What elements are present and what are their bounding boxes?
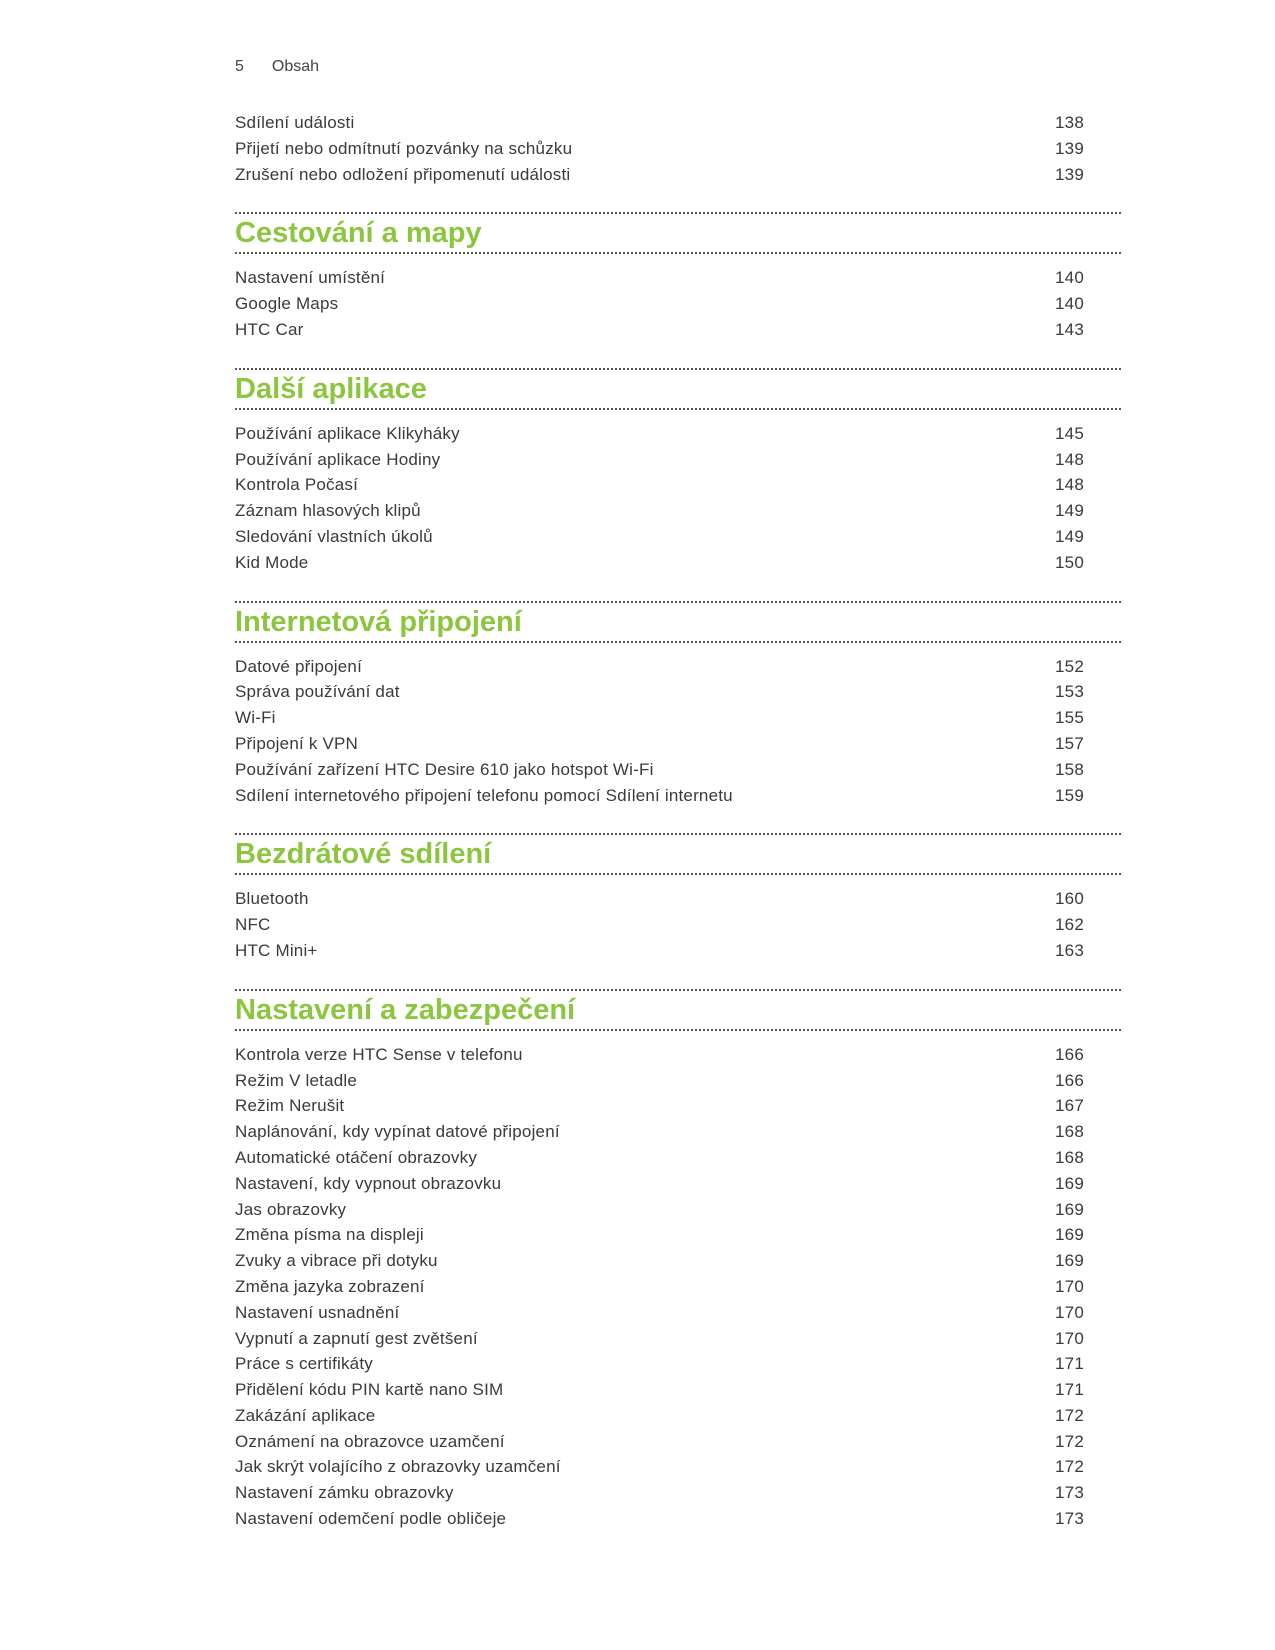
toc-section — [235, 601, 1121, 809]
toc-entry[interactable] — [235, 1351, 1121, 1377]
toc-entry-label: Sdílení internetového připojení telefonu pomocí Sdílení internetu — [235, 785, 733, 805]
toc-entry-label: Sledování vlastních úkolů — [235, 526, 433, 546]
toc-entry-page: 143 — [1055, 319, 1084, 339]
toc-entry-label: Záznam hlasových klipů — [235, 501, 421, 521]
toc-sections — [235, 212, 1121, 1531]
toc-entry-page: 163 — [1055, 940, 1084, 960]
toc-entry-label: Zrušení nebo odložení připomenutí události — [235, 164, 571, 184]
toc-entry-label: HTC Mini+ — [235, 940, 318, 960]
toc-entry[interactable] — [235, 1506, 1121, 1532]
toc-entry-page: 169 — [1055, 1173, 1084, 1193]
section-entries — [235, 265, 1121, 342]
toc-entry[interactable] — [235, 1274, 1121, 1300]
toc-entry-page: 153 — [1055, 682, 1084, 702]
toc-entry[interactable] — [235, 1300, 1121, 1326]
table-of-contents — [235, 110, 1121, 1532]
toc-entry-label: Práce s certifikáty — [235, 1354, 373, 1374]
toc-entry-page: 172 — [1055, 1457, 1084, 1477]
toc-entry-page: 149 — [1055, 501, 1084, 521]
toc-entry-label: Kontrola Počasí — [235, 475, 359, 495]
toc-entry[interactable] — [235, 1480, 1121, 1506]
toc-section — [235, 212, 1121, 342]
page-header — [235, 58, 319, 76]
toc-entry[interactable] — [235, 447, 1121, 473]
toc-entry-label: Kid Mode — [235, 552, 309, 572]
toc-entry[interactable] — [235, 265, 1121, 291]
toc-entry[interactable] — [235, 1403, 1121, 1429]
toc-entry-page: 162 — [1055, 915, 1084, 935]
toc-entry[interactable] — [235, 110, 1121, 136]
toc-entry-page: 172 — [1055, 1405, 1084, 1425]
section-heading[interactable]: Další aplikace — [235, 372, 427, 405]
toc-entry-label: Google Maps — [235, 294, 339, 314]
toc-entry[interactable] — [235, 136, 1121, 162]
toc-entry[interactable] — [235, 1248, 1121, 1274]
toc-entry-page: 171 — [1055, 1354, 1084, 1374]
toc-entry-label: NFC — [235, 915, 271, 935]
toc-entry-page: 173 — [1055, 1483, 1084, 1503]
dotted-divider — [235, 408, 1121, 410]
toc-entry-label: Kontrola verze HTC Sense v telefonu — [235, 1044, 523, 1064]
toc-entry-page: 160 — [1055, 889, 1084, 909]
toc-entry-label: Režim V letadle — [235, 1070, 358, 1090]
section-entries — [235, 421, 1121, 576]
section-heading[interactable]: Nastavení a zabezpečení — [235, 993, 576, 1026]
toc-entry[interactable] — [235, 757, 1121, 783]
toc-entry-page: 170 — [1055, 1276, 1084, 1296]
toc-entry[interactable] — [235, 705, 1121, 731]
toc-entry-label: Zvuky a vibrace při dotyku — [235, 1251, 438, 1271]
toc-entry-label: Používání aplikace Klikyháky — [235, 423, 460, 443]
toc-entry[interactable] — [235, 1429, 1121, 1455]
toc-entry[interactable] — [235, 472, 1121, 498]
toc-entry[interactable] — [235, 1197, 1121, 1223]
toc-entry-page: 149 — [1055, 526, 1084, 546]
toc-entry-page: 169 — [1055, 1199, 1084, 1219]
toc-entry-page: 159 — [1055, 785, 1084, 805]
toc-entry-page: 167 — [1055, 1096, 1084, 1116]
toc-section — [235, 989, 1121, 1532]
toc-entry-page: 140 — [1055, 268, 1084, 288]
toc-entry[interactable] — [235, 679, 1121, 705]
toc-entry-label: Nastavení usnadnění — [235, 1302, 400, 1322]
toc-entry-label: Změna písma na displeji — [235, 1225, 424, 1245]
section-heading[interactable]: Internetová připojení — [235, 605, 522, 638]
toc-entry-page: 170 — [1055, 1302, 1084, 1322]
toc-entry-label: Nastavení umístění — [235, 268, 386, 288]
toc-entry-page: 157 — [1055, 733, 1084, 753]
toc-entry[interactable] — [235, 1145, 1121, 1171]
dotted-divider — [235, 1029, 1121, 1031]
toc-entry-label: Připojení k VPN — [235, 733, 358, 753]
toc-entry-page: 169 — [1055, 1225, 1084, 1245]
toc-entry[interactable] — [235, 1042, 1121, 1068]
toc-entry-page: 139 — [1055, 138, 1084, 158]
header-title: Obsah — [271, 58, 320, 75]
toc-entry-label: Režim Nerušit — [235, 1096, 345, 1116]
toc-entry-page: 152 — [1055, 656, 1084, 676]
toc-entry-label: Nastavení odemčení podle obličeje — [235, 1509, 507, 1529]
toc-entry[interactable] — [235, 291, 1121, 317]
toc-entry-label: Přidělení kódu PIN kartě nano SIM — [235, 1380, 504, 1400]
toc-entry-page: 158 — [1055, 759, 1084, 779]
toc-entry-label: Přijetí nebo odmítnutí pozvánky na schůzku — [235, 138, 573, 158]
toc-entry[interactable] — [235, 1068, 1121, 1094]
toc-entry-page: 139 — [1055, 164, 1084, 184]
toc-entry[interactable] — [235, 783, 1121, 809]
toc-entry-label: Používání zařízení HTC Desire 610 jako hotspot Wi-Fi — [235, 759, 654, 779]
dotted-divider — [235, 252, 1121, 254]
toc-entry-label: Wi-Fi — [235, 708, 276, 728]
toc-entry-page: 168 — [1055, 1122, 1084, 1142]
toc-entry-page: 148 — [1055, 449, 1084, 469]
toc-entry[interactable] — [235, 1093, 1121, 1119]
section-entries — [235, 886, 1121, 963]
dotted-divider — [235, 641, 1121, 643]
toc-entry-label: Bluetooth — [235, 889, 309, 909]
toc-entry-label: Nastavení zámku obrazovky — [235, 1483, 454, 1503]
toc-entry-label: Oznámení na obrazovce uzamčení — [235, 1431, 505, 1451]
section-heading[interactable]: Bezdrátové sdílení — [235, 838, 492, 871]
toc-entry-page: 170 — [1055, 1328, 1084, 1348]
toc-entry[interactable] — [235, 1171, 1121, 1197]
toc-entry-page: 150 — [1055, 552, 1084, 572]
toc-entry[interactable] — [235, 524, 1121, 550]
toc-entry-page: 155 — [1055, 708, 1084, 728]
toc-entry-label: Automatické otáčení obrazovky — [235, 1147, 478, 1167]
toc-entry-label: Sdílení události — [235, 113, 355, 132]
toc-entry[interactable] — [235, 550, 1121, 576]
toc-entry-page: 138 — [1055, 113, 1084, 132]
toc-section — [235, 833, 1121, 963]
toc-entry-page: 168 — [1055, 1147, 1084, 1167]
toc-entry-label: Správa používání dat — [235, 682, 400, 702]
toc-entry[interactable] — [235, 731, 1121, 757]
toc-entry[interactable] — [235, 162, 1121, 188]
toc-entry[interactable] — [235, 1222, 1121, 1248]
toc-section — [235, 368, 1121, 576]
toc-entry-label: Nastavení, kdy vypnout obrazovku — [235, 1173, 502, 1193]
toc-entry[interactable] — [235, 886, 1121, 912]
toc-entry-label: Jas obrazovky — [235, 1199, 347, 1219]
toc-entry-label: Zakázání aplikace — [235, 1405, 376, 1425]
toc-entry-page: 173 — [1055, 1509, 1084, 1529]
toc-entry-label: Datové připojení — [235, 656, 362, 676]
toc-entry[interactable] — [235, 498, 1121, 524]
section-entries — [235, 654, 1121, 809]
toc-entry-page: 166 — [1055, 1070, 1084, 1090]
toc-entry-label: Změna jazyka zobrazení — [235, 1276, 425, 1296]
toc-entry[interactable] — [235, 654, 1121, 680]
toc-entry-page: 148 — [1055, 475, 1084, 495]
dotted-divider — [235, 873, 1121, 875]
intro-entries — [235, 110, 1121, 187]
section-entries — [235, 1042, 1121, 1532]
toc-entry-label: Jak skrýt volajícího z obrazovky uzamčení — [235, 1457, 561, 1477]
toc-entry-page: 171 — [1055, 1380, 1084, 1400]
toc-entry[interactable] — [235, 1326, 1121, 1352]
toc-entry-label: Používání aplikace Hodiny — [235, 449, 441, 469]
page-number: 5 — [235, 58, 244, 75]
toc-entry-label: Naplánování, kdy vypínat datové připojení — [235, 1122, 560, 1142]
toc-entry[interactable] — [235, 1454, 1121, 1480]
toc-entry-page: 145 — [1055, 423, 1084, 443]
section-heading[interactable]: Cestování a mapy — [235, 217, 482, 250]
toc-entry-label: HTC Car — [235, 319, 304, 339]
toc-entry[interactable] — [235, 938, 1121, 964]
toc-entry[interactable] — [235, 912, 1121, 938]
toc-entry-page: 172 — [1055, 1431, 1084, 1451]
toc-entry-page: 169 — [1055, 1251, 1084, 1271]
toc-entry[interactable] — [235, 1119, 1121, 1145]
toc-entry-label: Vypnutí a zapnutí gest zvětšení — [235, 1328, 478, 1348]
toc-entry-page: 166 — [1055, 1044, 1084, 1064]
toc-entry-page: 140 — [1055, 294, 1084, 314]
toc-entry[interactable] — [235, 421, 1121, 447]
toc-entry[interactable] — [235, 1377, 1121, 1403]
toc-entry[interactable] — [235, 317, 1121, 343]
